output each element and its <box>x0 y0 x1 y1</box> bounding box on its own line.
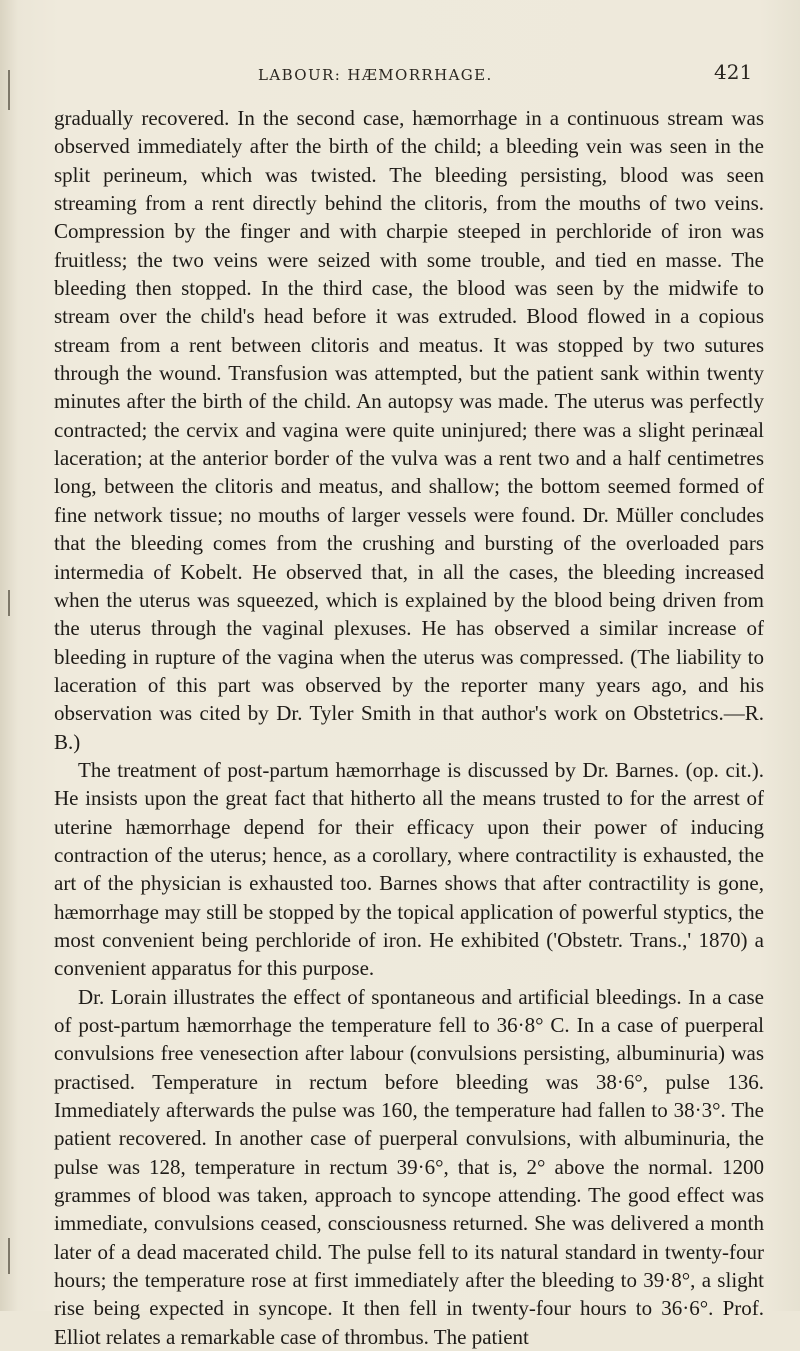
margin-mark <box>8 70 10 110</box>
paragraph: The treatment of post-partum hæmorrhage is discussed by Dr. Barnes. (op. cit.). He insists upon the great fact that hitherto all the means trusted to for the arrest of uterine hæmorrhage depend for their efficacy upon their power of inducing contraction of the uterus; hence, as a corollary, where contractility is exhausted, the art of the physician is exhausted too. Barnes shows that after contractility is gone, hæmorrhage may still be stopped by the topical application of powerful styptics, the most convenient being perchloride of iron. He exhibited ('Obstetr. Trans.,' 1870) a convenient apparatus for this purpose. <box>54 757 764 981</box>
margin-mark <box>8 590 10 616</box>
running-header: LABOUR: HÆMORRHAGE. <box>258 66 493 84</box>
margin-mark <box>8 1238 10 1274</box>
page-number: 421 <box>714 60 753 84</box>
body-text <box>54 104 764 1351</box>
paragraph: Dr. Lorain illustrates the effect of spontaneous and artificial bleedings. In a case of post-partum hæmorrhage the temperature fell to 36·8° C. In a case of puerperal convulsions free venesection after labour (convulsions persisting, albuminuria) was practised. Temperature in rectum before bleeding was 38·6°, pulse 136. Immediately afterwards the pulse was 160, the temperature had fallen to 38·3°. The patient recovered. In another case of puerperal convulsions, with albuminuria, the pulse was 128, temperature in rectum 39·6°, that is, 2° above the normal. 1200 grammes of blood was taken, approach to syncope attending. The good effect was immediate, convulsions ceased, consciousness returned. She was delivered a month later of a dead macerated child. The pulse fell to its natural standard in twenty-four hours; the temperature rose at first immediately after the bleeding to 39·8°, a slight rise being expected in syncope. It then fell in twenty-four hours to 36·6°. Prof. Elliot relates a remarkable case of thrombus. The patient <box>54 984 764 1349</box>
paragraph: gradually recovered. In the second case, hæmorrhage in a continuous stream was observed immediately after the birth of the child; a bleeding vein was seen in the split perineum, which was twisted. The bleeding persisting, blood was seen streaming from a rent directly behind the clitoris, from the mouths of two veins. Compression by the finger and with charpie steeped in perchloride of iron was fruitless; the two veins were seized with some trouble, and tied en masse. The bleeding then stopped. In the third case, the blood was seen by the midwife to stream over the child's head before it was extruded. Blood flowed in a copious stream from a rent between clitoris and meatus. It was stopped by two sutures through the wound. Transfusion was attempted, but the patient sank within twenty minutes after the birth of the child. An autopsy was made. The uterus was perfectly contracted; the cervix and vagina were quite uninjured; there was a slight perinæal laceration; at the anterior border of the vulva was a rent two and a half centimetres long, between the clitoris and meatus, and shallow; the bottom seemed formed of fine network tissue; no mouths of larger vessels were found. Dr. Müller concludes that the bleeding comes from the crushing and bursting of the overloaded pars intermedia of Kobelt. He observed that, in all the cases, the bleeding increased when the uterus was squeezed, which is explained by the blood being driven from the uterus through the vaginal plexuses. He has observed a similar increase of bleeding in rupture of the vagina when the uterus was compressed. (The liability to laceration of this part was observed by the reporter many years ago, and his observation was cited by Dr. Tyler Smith in that author's work on Obstetrics.—R. B.) <box>54 106 764 754</box>
